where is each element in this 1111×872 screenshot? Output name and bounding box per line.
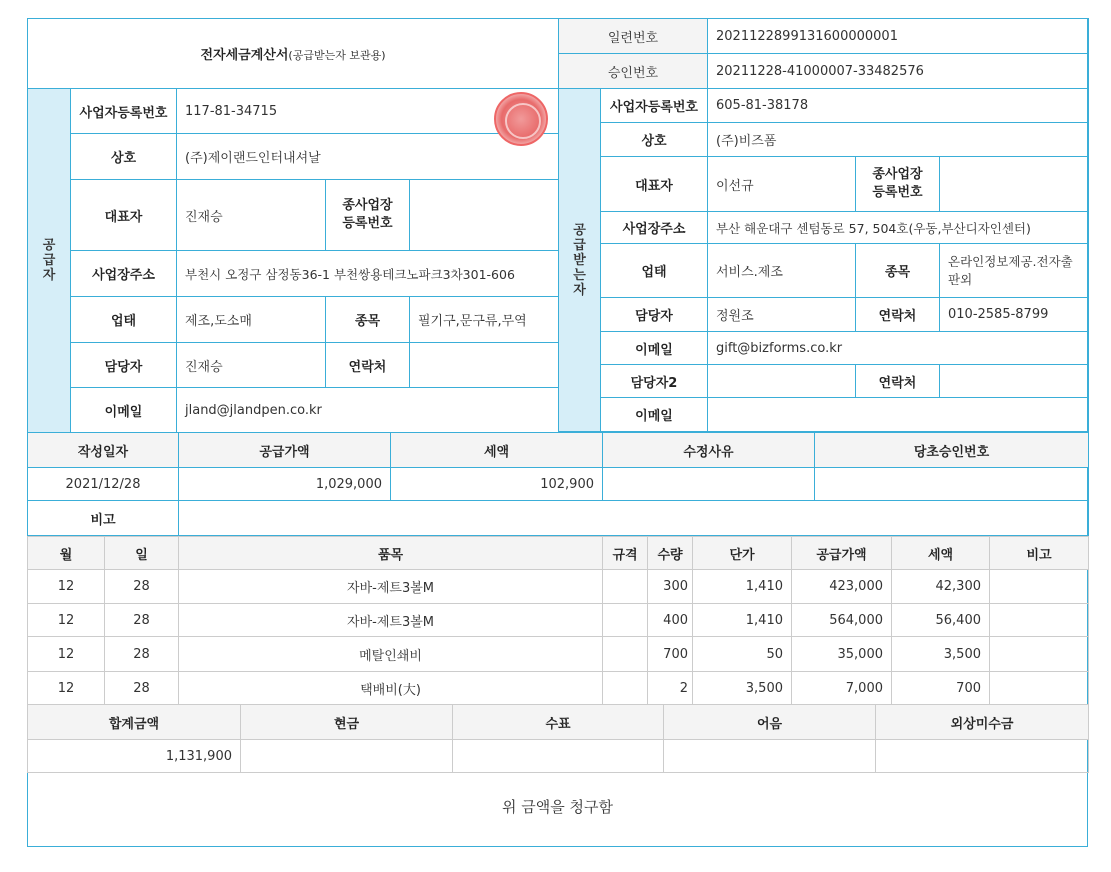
items-header-tax: 세액 bbox=[892, 537, 990, 570]
items-header-name: 품목 bbox=[179, 537, 603, 570]
items-header-unit: 단가 bbox=[693, 537, 792, 570]
buyer-name-label: 상호 bbox=[601, 123, 708, 157]
summary-table bbox=[27, 432, 1089, 536]
buyer-block bbox=[558, 88, 1089, 432]
item-day: 28 bbox=[105, 637, 179, 672]
summary-date-value: 2021/12/28 bbox=[28, 468, 179, 501]
supplier-item-value: 필기구,문구류,무역 bbox=[410, 297, 559, 343]
totals-header-total: 합계금액 bbox=[28, 705, 241, 740]
totals-check-value bbox=[453, 740, 664, 773]
item-supply: 564,000 bbox=[792, 604, 892, 637]
supplier-addr-value: 부천시 오정구 삼정동36-1 부천쌍용테크노파크3차301-606 bbox=[177, 251, 559, 297]
table-row bbox=[28, 570, 1089, 604]
buyer-side-label: 공급받는자 bbox=[559, 89, 601, 432]
item-name: 메탈인쇄비 bbox=[179, 637, 603, 672]
item-tax: 700 bbox=[892, 672, 990, 705]
item-day: 28 bbox=[105, 672, 179, 705]
table-row bbox=[28, 637, 1089, 672]
supplier-email-value: jland@jlandpen.co.kr bbox=[177, 388, 559, 433]
item-qty: 700 bbox=[648, 637, 693, 672]
supplier-rep-value: 진재승 bbox=[177, 180, 326, 251]
item-qty: 300 bbox=[648, 570, 693, 604]
item-day: 28 bbox=[105, 570, 179, 604]
buyer-contact-value: 정원조 bbox=[708, 298, 856, 332]
item-note bbox=[990, 672, 1089, 705]
buyer-biz-label: 업태 bbox=[601, 244, 708, 298]
totals-table bbox=[27, 704, 1089, 773]
summary-orig-label: 당초승인번호 bbox=[815, 433, 1089, 468]
table-row bbox=[28, 672, 1089, 705]
supplier-contact-label: 담당자 bbox=[71, 343, 177, 388]
items-header-qty: 수량 bbox=[648, 537, 693, 570]
buyer-phone-label: 연락처 bbox=[856, 298, 940, 332]
invoice-header bbox=[27, 18, 1089, 89]
invoice-subtitle: (공급받는자 보관용) bbox=[288, 49, 386, 62]
items-header-supply: 공급가액 bbox=[792, 537, 892, 570]
totals-header-bill: 어음 bbox=[664, 705, 876, 740]
table-row bbox=[28, 604, 1089, 637]
summary-tax-value: 102,900 bbox=[391, 468, 603, 501]
item-qty: 400 bbox=[648, 604, 693, 637]
item-unit: 50 bbox=[693, 637, 792, 672]
serial-label: 일련번호 bbox=[559, 19, 708, 54]
buyer-phone2-value bbox=[940, 365, 1089, 398]
buyer-email-value: gift@bizforms.co.kr bbox=[708, 332, 1089, 365]
supplier-addr-label: 사업장주소 bbox=[71, 251, 177, 297]
buyer-phone2-label: 연락처 bbox=[856, 365, 940, 398]
buyer-email2-label: 이메일 bbox=[601, 398, 708, 432]
item-spec bbox=[603, 637, 648, 672]
items-header-month: 월 bbox=[28, 537, 105, 570]
item-supply: 423,000 bbox=[792, 570, 892, 604]
summary-orig-value bbox=[815, 468, 1089, 501]
buyer-branch-value bbox=[940, 157, 1089, 212]
buyer-addr-value: 부산 해운대구 센텀동로 57, 504호(우동,부산디자인센터) bbox=[708, 212, 1089, 244]
item-tax: 3,500 bbox=[892, 637, 990, 672]
supplier-reg-label: 사업자등록번호 bbox=[71, 89, 177, 134]
buyer-reg-value: 605-81-38178 bbox=[708, 89, 1089, 123]
item-tax: 42,300 bbox=[892, 570, 990, 604]
summary-reason-label: 수정사유 bbox=[603, 433, 815, 468]
totals-header-check: 수표 bbox=[453, 705, 664, 740]
supplier-rep-label: 대표자 bbox=[71, 180, 177, 251]
item-unit: 3,500 bbox=[693, 672, 792, 705]
invoice-title-cell bbox=[28, 19, 559, 89]
item-note bbox=[990, 570, 1089, 604]
item-month: 12 bbox=[28, 570, 105, 604]
summary-tax-label: 세액 bbox=[391, 433, 603, 468]
supplier-branch-label: 종사업장 등록번호 bbox=[326, 180, 410, 251]
item-month: 12 bbox=[28, 604, 105, 637]
supplier-name-label: 상호 bbox=[71, 134, 177, 180]
summary-note-value bbox=[179, 501, 1089, 536]
items-table bbox=[27, 536, 1089, 705]
summary-reason-value bbox=[603, 468, 815, 501]
buyer-reg-label: 사업자등록번호 bbox=[601, 89, 708, 123]
approval-label: 승인번호 bbox=[559, 54, 708, 89]
items-header-note: 비고 bbox=[990, 537, 1089, 570]
company-seal-stamp bbox=[494, 92, 548, 146]
totals-cash-value bbox=[241, 740, 453, 773]
summary-note-label: 비고 bbox=[28, 501, 179, 536]
supplier-phone-value bbox=[410, 343, 559, 388]
item-supply: 35,000 bbox=[792, 637, 892, 672]
buyer-name-value: (주)비즈폼 bbox=[708, 123, 1089, 157]
summary-date-label: 작성일자 bbox=[28, 433, 179, 468]
supplier-item-label: 종목 bbox=[326, 297, 410, 343]
item-note bbox=[990, 604, 1089, 637]
buyer-item-label: 종목 bbox=[856, 244, 940, 298]
totals-header-cash: 현금 bbox=[241, 705, 453, 740]
buyer-email-label: 이메일 bbox=[601, 332, 708, 365]
totals-credit-value bbox=[876, 740, 1089, 773]
item-spec bbox=[603, 672, 648, 705]
approval-value: 20211228-41000007-33482576 bbox=[708, 54, 1089, 89]
buyer-rep-label: 대표자 bbox=[601, 157, 708, 212]
item-name: 자바-제트3볼M bbox=[179, 604, 603, 637]
serial-value: 2021122899131600000001 bbox=[708, 19, 1089, 54]
buyer-rep-value: 이선규 bbox=[708, 157, 856, 212]
supplier-email-label: 이메일 bbox=[71, 388, 177, 433]
buyer-addr-label: 사업장주소 bbox=[601, 212, 708, 244]
supplier-reg-value: 117-81-34715 bbox=[177, 89, 559, 134]
item-note bbox=[990, 637, 1089, 672]
buyer-phone-value: 010-2585-8799 bbox=[940, 298, 1089, 332]
items-header-day: 일 bbox=[105, 537, 179, 570]
items-header-row bbox=[28, 537, 1089, 570]
buyer-email2-value bbox=[708, 398, 1089, 432]
item-unit: 1,410 bbox=[693, 604, 792, 637]
buyer-contact2-value bbox=[708, 365, 856, 398]
supplier-side-label: 공급자 bbox=[28, 89, 71, 433]
item-month: 12 bbox=[28, 637, 105, 672]
summary-supply-label: 공급가액 bbox=[179, 433, 391, 468]
items-header-spec: 규격 bbox=[603, 537, 648, 570]
buyer-contact-label: 담당자 bbox=[601, 298, 708, 332]
item-name: 택배비(大) bbox=[179, 672, 603, 705]
invoice-title: 전자세금계산서 bbox=[200, 48, 289, 63]
buyer-branch-label: 종사업장 등록번호 bbox=[856, 157, 940, 212]
item-tax: 56,400 bbox=[892, 604, 990, 637]
item-spec bbox=[603, 604, 648, 637]
supplier-block bbox=[27, 88, 559, 433]
supplier-biz-value: 제조,도소매 bbox=[177, 297, 326, 343]
buyer-item-value: 온라인정보제공.전자출판외 bbox=[940, 244, 1089, 298]
supplier-phone-label: 연락처 bbox=[326, 343, 410, 388]
item-spec bbox=[603, 570, 648, 604]
item-name: 자바-제트3볼M bbox=[179, 570, 603, 604]
item-unit: 1,410 bbox=[693, 570, 792, 604]
supplier-branch-value bbox=[410, 180, 559, 251]
totals-bill-value bbox=[664, 740, 876, 773]
buyer-contact2-label: 담당자2 bbox=[601, 365, 708, 398]
supplier-contact-value: 진재승 bbox=[177, 343, 326, 388]
supplier-name-value: (주)제이랜드인터내셔날 bbox=[177, 134, 559, 180]
totals-header-credit: 외상미수금 bbox=[876, 705, 1089, 740]
item-day: 28 bbox=[105, 604, 179, 637]
summary-supply-value: 1,029,000 bbox=[179, 468, 391, 501]
item-qty: 2 bbox=[648, 672, 693, 705]
claim-statement: 위 금액을 청구함 bbox=[502, 798, 613, 816]
item-supply: 7,000 bbox=[792, 672, 892, 705]
buyer-biz-value: 서비스.제조 bbox=[708, 244, 856, 298]
supplier-biz-label: 업태 bbox=[71, 297, 177, 343]
item-month: 12 bbox=[28, 672, 105, 705]
totals-total-value: 1,131,900 bbox=[28, 740, 241, 773]
